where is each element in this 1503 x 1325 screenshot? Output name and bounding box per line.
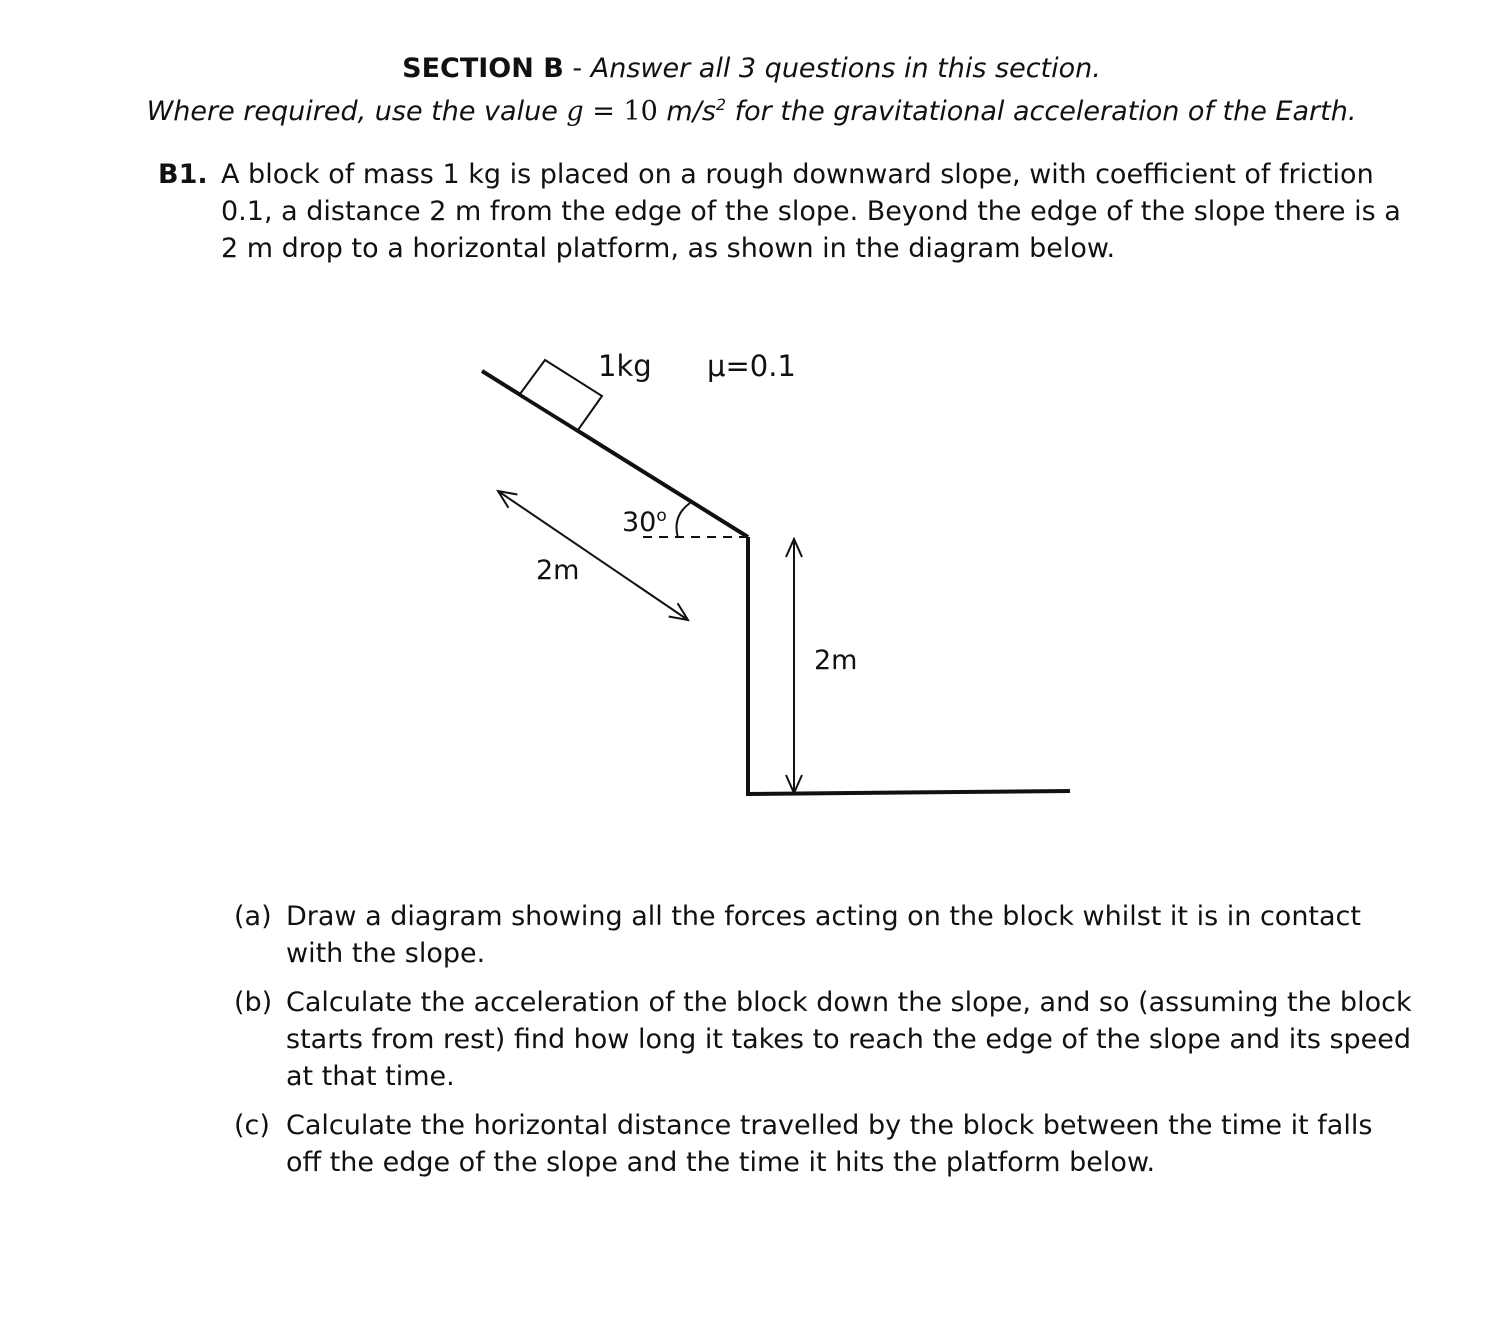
part-c-label: (c) <box>234 1110 270 1141</box>
degree-mark: o <box>656 506 667 526</box>
gravity-note-post: for the gravitational acceleration of the Earth. <box>726 96 1357 127</box>
gravity-unit: m/s <box>666 96 716 127</box>
angle-value: 30 <box>622 507 657 538</box>
angle-label <box>622 499 667 540</box>
angle-arc <box>677 503 691 538</box>
section-separator: - <box>563 53 591 84</box>
question-number: B1. <box>158 159 208 190</box>
gravity-note-pre: Where required, use the value <box>146 96 567 127</box>
block <box>520 360 602 430</box>
question-text-line: 2 m drop to a horizontal platform, as shown in the diagram below. <box>221 233 1116 264</box>
friction-label: μ=0.1 <box>707 349 796 383</box>
part-c-text-line: Calculate the horizontal distance travelled by the block between the time it falls <box>286 1110 1373 1141</box>
question-text-line: 0.1, a distance 2 m from the edge of the slope. Beyond the edge of the slope there is a <box>221 196 1401 227</box>
gravity-symbol: g <box>566 96 584 127</box>
part-a-text-line: with the slope. <box>286 938 486 969</box>
gravity-exponent: 2 <box>715 95 727 114</box>
part-a-label: (a) <box>234 901 272 932</box>
section-instruction: Answer all 3 questions in this section. <box>590 53 1101 84</box>
question-text-line: A block of mass 1 kg is placed on a rough downward slope, with coefficient of friction <box>221 159 1374 190</box>
mass-label: 1kg <box>598 349 652 383</box>
part-c-text-line: off the edge of the slope and the time it hits the platform below. <box>286 1147 1156 1178</box>
slope-length-label: 2m <box>536 555 580 586</box>
part-b-label: (b) <box>234 987 273 1018</box>
part-b-text-line: at that time. <box>286 1061 455 1092</box>
drop-height-label: 2m <box>814 645 858 676</box>
gravity-equals: = 10 <box>583 96 667 127</box>
part-b-text-line: Calculate the acceleration of the block down the slope, and so (assuming the block <box>286 987 1412 1018</box>
part-a-text-line: Draw a diagram showing all the forces acting on the block whilst it is in contact <box>286 901 1361 932</box>
part-b-text-line: starts from rest) find how long it takes to reach the edge of the slope and its speed <box>286 1024 1412 1055</box>
section-title: SECTION B <box>402 53 564 84</box>
